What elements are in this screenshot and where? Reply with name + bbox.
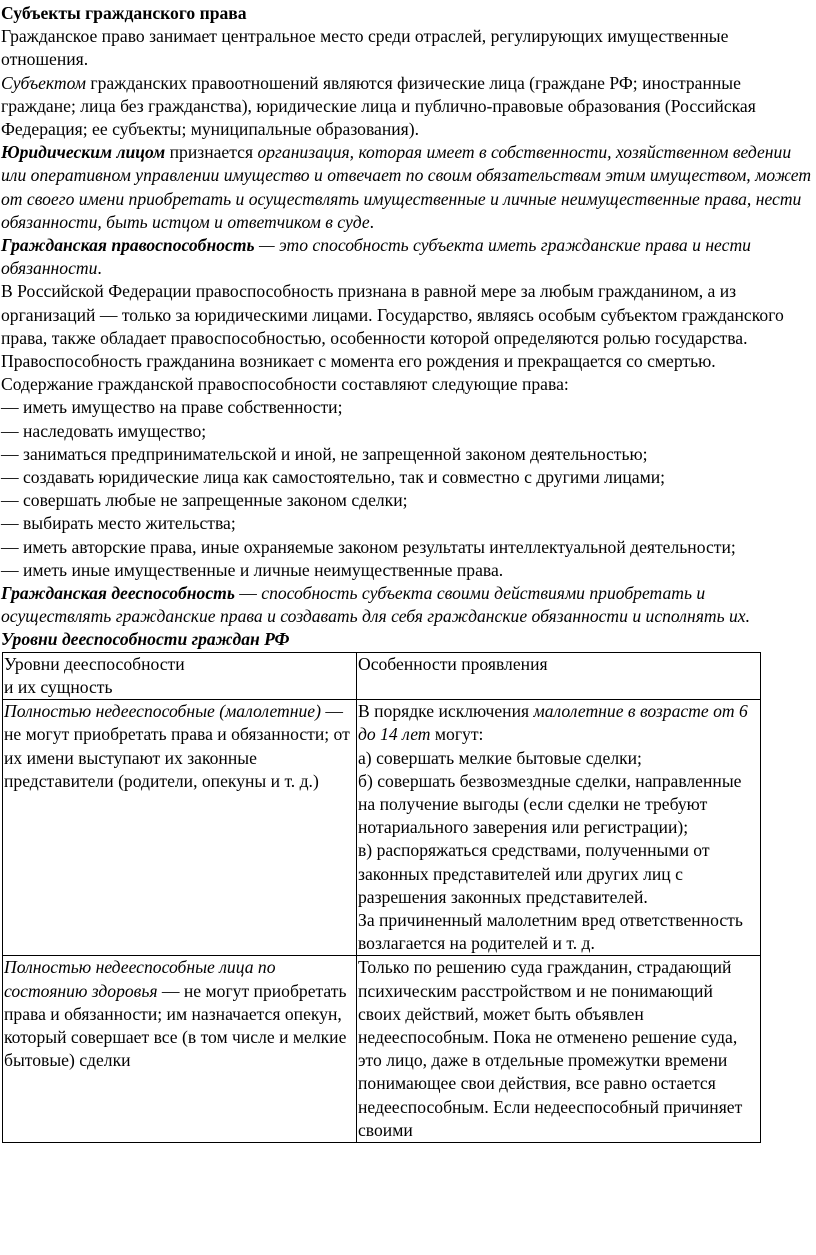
row1-feature-b: б) совершать безвозмездные сделки, направленные на получение выгоды (если сделки не требуют нотариального заверения или регистрации); xyxy=(358,770,742,838)
row2-level-text: — не могут приобретать права и обязанности; им назначается опекун, который совершает все (в том числе и мелкие бытовые) сделки xyxy=(4,980,347,1071)
row1-feature-c: в) распоряжаться средствами, полученными от законных представителей или других лиц с разрешения законных представителей. xyxy=(358,840,710,907)
legal-entity-paragraph xyxy=(1,141,813,234)
capacity-paragraph xyxy=(1,234,813,280)
table-header-row xyxy=(3,652,761,699)
row1-feature-d: За причиненный малолетним вред ответственность возлагается на родителей и т. д. xyxy=(358,909,743,954)
table-cell xyxy=(357,956,761,1143)
rights-list-item: — создавать юридические лица как самостоятельно, так и совместно с другими лицами; xyxy=(1,467,666,488)
row1-level-term: Полностью недееспособные (малолетние) xyxy=(4,701,321,722)
rights-list-item: — выбирать место жительства; xyxy=(1,513,236,534)
row1-level-text: — не могут приобретать права и обязанности; от их имени выступают их законные представители (родители, опекуны и т. д.) xyxy=(4,701,350,791)
subject-text: гражданских правоотношений являются физические лица (граждане РФ; иностранные граждане; лица без гражданства), юридические лица и публично-правовые образования (Российская Федерация; ее субъекты; муниципальные образования). xyxy=(1,72,756,140)
dispositive-term: Гражданская дееспособность xyxy=(1,583,235,604)
row2-level xyxy=(4,956,356,1072)
capacity-arises-paragraph: Правоспособность гражданина возникает с момента его рождения и прекращается со смертью. xyxy=(1,351,716,372)
rights-list-item: — заниматься предпринимательской и иной, не запрещенной законом деятельностью; xyxy=(1,443,648,464)
legal-entity-end: . xyxy=(369,211,375,232)
row1-features-intro xyxy=(358,700,760,746)
table-header-cell xyxy=(357,652,761,699)
row1-feature-a: а) совершать мелкие бытовые сделки; xyxy=(358,747,642,768)
row2-features: Только по решению суда гражданин, страдающий психическим расстройством и не понимающий своих действий, может быть объявлен недееспособным. Пока не отменено решение суда, это лицо, даже в отдельные промежутки времени понимающее свои действия, все равно остается недееспособным. Если недееспособный причиняет своими xyxy=(358,957,743,1140)
dispositive-definition: способность субъекта своими действиями приобретать и осуществлять гражданские права и создавать для себя гражданские обязанности и исполнять их. xyxy=(1,583,750,627)
capacity-definition: — это способность субъекта иметь гражданские права и нести обязанности xyxy=(1,235,751,279)
table-header-cell xyxy=(3,652,357,699)
rights-list-item: — иметь иные имущественные и личные неимущественные права. xyxy=(1,559,504,580)
table-cell xyxy=(3,700,357,956)
dispositive-paragraph xyxy=(1,582,813,628)
document xyxy=(1,2,813,1143)
subject-term: Субъектом xyxy=(1,72,86,93)
row1-intro-age: малолетние в возрасте от 6 до 14 лет xyxy=(358,701,748,745)
table-cell xyxy=(3,956,357,1143)
header-levels-line2: и их сущность xyxy=(4,676,113,697)
legal-entity-mid: признается xyxy=(165,142,258,163)
header-features: Особенности проявления xyxy=(358,653,548,674)
rights-list-item: — совершать любые не запрещенные законом сделки; xyxy=(1,490,408,511)
row1-intro-start: В порядке исключения xyxy=(358,701,534,722)
rf-capacity-paragraph: В Российской Федерации правоспособность признана в равной мере за любым гражданином, а из организаций — только за юридическими лицами. Государство, являясь особым субъектом гражданского права, также обладает правоспособностью, особенности которой определяются ролью государства. xyxy=(1,281,784,348)
capacity-content-intro: Содержание гражданской правоспособности составляют следующие права: xyxy=(1,374,569,395)
capacity-end: . xyxy=(97,258,102,279)
capacity-levels-table xyxy=(2,652,761,1143)
rights-list-item: — иметь имущество на праве собственности; xyxy=(1,397,343,418)
document-title: Субъекты гражданского права xyxy=(1,3,247,23)
table-title: Уровни дееспособности граждан РФ xyxy=(1,629,290,650)
legal-entity-term: Юридическим лицом xyxy=(1,142,166,163)
row1-level xyxy=(4,700,356,793)
subject-paragraph xyxy=(1,72,813,142)
table-cell xyxy=(357,700,761,956)
capacity-term: Гражданская правоспособность xyxy=(1,235,255,256)
table-row xyxy=(3,956,761,1143)
intro-paragraph: Гражданское право занимает центральное место среди отраслей, регулирующих имущественные отношения. xyxy=(1,26,729,70)
row1-intro-end: могут: xyxy=(430,724,484,745)
rights-list-item: — наследовать имущество; xyxy=(1,420,207,441)
header-levels-line1: Уровни дееспособности xyxy=(4,653,185,674)
rights-list-item: — иметь авторские права, иные охраняемые законом результаты интеллектуальной деятельности; xyxy=(1,536,736,557)
table-row xyxy=(3,700,761,956)
legal-entity-definition: организация, которая имеет в собственности, хозяйственном ведении или оперативном управлении имущество и отвечает по своим обязательствам этим имуществом, может от своего имени приобретать и осуществлять имущественные и личные неимущественные права, нести обязанности, быть истцом и ответчиком в суде xyxy=(1,142,812,232)
dispositive-dash: — xyxy=(234,583,262,604)
row2-level-term: Полностью недееспособные лица по состоянию здоровья xyxy=(4,957,276,1001)
